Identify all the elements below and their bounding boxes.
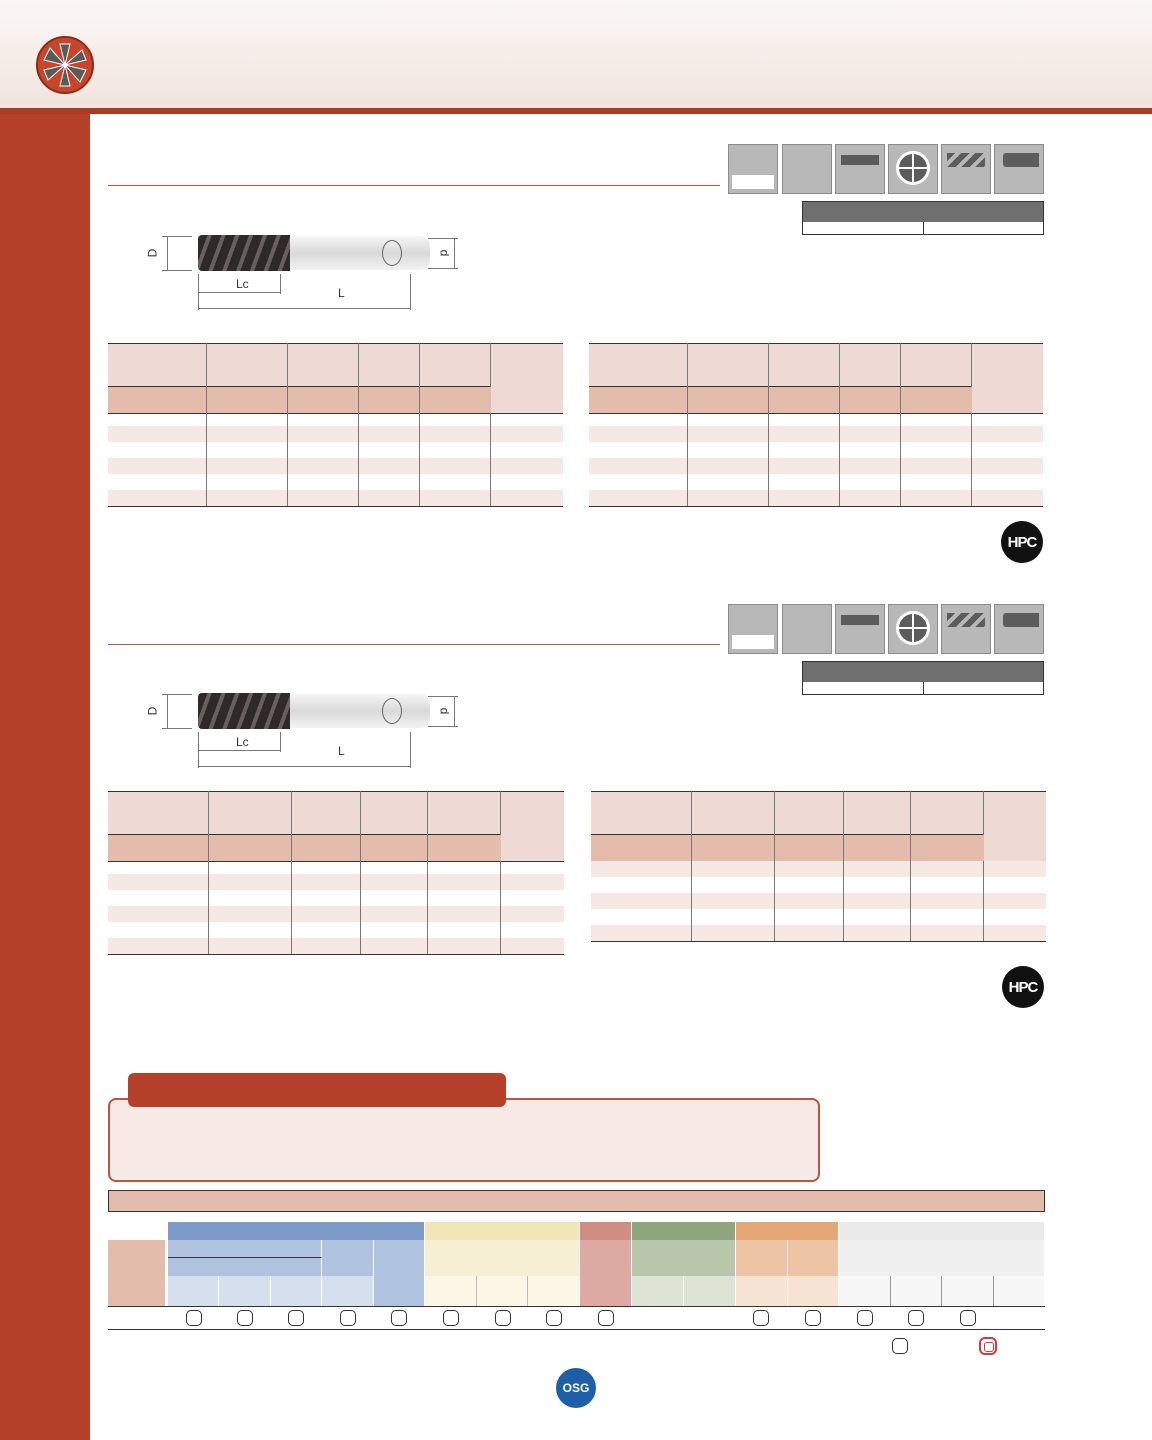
hpc-badge: HPC (1002, 966, 1044, 1008)
table-row (108, 922, 564, 938)
grade-cell (942, 1276, 994, 1306)
grade-cell (736, 1276, 788, 1306)
grade-cell (684, 1276, 736, 1306)
subcategory-cell (580, 1240, 632, 1306)
grade-cell (219, 1276, 271, 1306)
table-row (108, 938, 564, 955)
helix-icon (941, 604, 991, 654)
dim-label-L: L (338, 286, 345, 300)
category-cast-iron (580, 1222, 632, 1240)
subcategory-cell (839, 1240, 1045, 1276)
grade-cell (994, 1276, 1045, 1306)
spec-table (591, 791, 1046, 942)
suitable-mark-icon (546, 1310, 562, 1326)
table-row (108, 442, 563, 458)
material-table-header (108, 1190, 1045, 1212)
subcategory-cell (425, 1240, 580, 1276)
spec-box (728, 604, 778, 654)
osg-mark-icon (382, 698, 402, 724)
category-other (839, 1222, 1045, 1240)
suitable-mark-icon (857, 1310, 873, 1326)
category-titanium (736, 1222, 839, 1240)
spec-table (108, 791, 564, 955)
table-row (108, 474, 563, 490)
tool-drawing (140, 228, 470, 318)
dim-label-D: D (145, 248, 160, 258)
table-row (591, 861, 1046, 877)
dim-label-Lc: Lc (236, 735, 249, 749)
grade-cell (891, 1276, 942, 1306)
suitable-mark-icon (391, 1310, 407, 1326)
page-header (0, 0, 1152, 114)
suitable-mark-icon (340, 1310, 356, 1326)
grade-cell (425, 1276, 477, 1306)
osg-mark-icon (382, 240, 402, 266)
subcategory-cell (168, 1240, 322, 1258)
grade-cell (632, 1276, 684, 1306)
material-label-cell (108, 1240, 166, 1306)
table-row (108, 426, 563, 442)
mini-spec-table (802, 201, 1044, 235)
table-row (108, 458, 563, 474)
spec-box (782, 144, 832, 194)
cutter-end-view-icon (36, 36, 94, 94)
dim-label-d: d (437, 249, 452, 257)
spec-icon-strip (728, 144, 1046, 194)
sidebar-band (0, 114, 90, 1440)
table-row (108, 874, 564, 890)
flat-end-icon (835, 144, 885, 194)
spec-box (728, 144, 778, 194)
subcategory-cell (374, 1240, 425, 1306)
table-row (591, 893, 1046, 909)
grade-cell (788, 1276, 839, 1306)
shank-icon (994, 604, 1044, 654)
legend-best-icon (979, 1337, 997, 1355)
mini-spec-table (802, 661, 1044, 695)
grade-cell (528, 1276, 580, 1306)
note-tab (128, 1073, 506, 1107)
grade-cell (322, 1276, 374, 1306)
suitable-mark-icon (288, 1310, 304, 1326)
grade-cell (271, 1276, 322, 1306)
section-rule (108, 185, 720, 186)
suitable-mark-icon (495, 1310, 511, 1326)
suitable-mark-icon (908, 1310, 924, 1326)
suitable-mark-icon (598, 1310, 614, 1326)
helix-icon (941, 144, 991, 194)
subcategory-cell (168, 1258, 322, 1276)
table-row (589, 442, 1043, 458)
category-stainless (425, 1222, 580, 1240)
suitable-mark-icon (443, 1310, 459, 1326)
dim-label-D: D (145, 706, 160, 716)
subcategory-cell (322, 1240, 374, 1276)
dim-label-d: d (437, 707, 452, 715)
table-row (591, 925, 1046, 942)
table-row (589, 426, 1043, 442)
dim-label-L: L (338, 744, 345, 758)
ball-cross-icon (888, 144, 938, 194)
category-nonferrous (632, 1222, 736, 1240)
osg-logo: OSG (556, 1368, 596, 1408)
suitable-mark-icon (753, 1310, 769, 1326)
note-box (108, 1098, 820, 1182)
spec-table (589, 343, 1043, 507)
suitable-mark-icon (805, 1310, 821, 1326)
suitable-mark-icon (237, 1310, 253, 1326)
hpc-badge: HPC (1001, 521, 1043, 563)
suitable-mark-icon (960, 1310, 976, 1326)
spec-icon-strip (728, 604, 1046, 654)
table-row (591, 877, 1046, 893)
table-row (108, 890, 564, 906)
suitable-mark-icon (186, 1310, 202, 1326)
table-row (591, 909, 1046, 925)
table-row (589, 490, 1043, 507)
grade-cell (477, 1276, 528, 1306)
grade-cell (839, 1276, 891, 1306)
shank-icon (994, 144, 1044, 194)
legend-suitable-icon (892, 1338, 908, 1354)
table-row (589, 458, 1043, 474)
category-steel (168, 1222, 425, 1240)
subcategory-cell (736, 1240, 788, 1276)
section-rule (108, 644, 720, 645)
spec-table (108, 343, 563, 507)
tool-drawing (140, 688, 470, 778)
grade-cell (168, 1276, 219, 1306)
subcategory-cell (788, 1240, 839, 1276)
material-table (108, 1222, 1045, 1330)
table-row (108, 906, 564, 922)
ball-cross-icon (888, 604, 938, 654)
table-row (108, 490, 563, 507)
table-row (589, 474, 1043, 490)
spec-box (782, 604, 832, 654)
subcategory-cell (632, 1240, 736, 1276)
dim-label-Lc: Lc (236, 277, 249, 291)
flat-end-icon (835, 604, 885, 654)
